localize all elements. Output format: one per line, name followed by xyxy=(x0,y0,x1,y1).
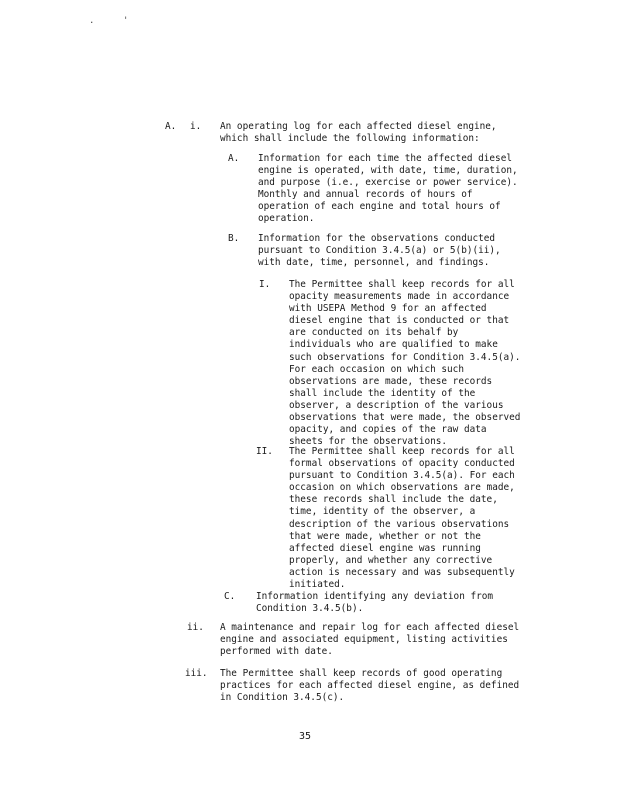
roman-ii-text: The Permittee shall keep records for all formal observations of opacity conducted pursuant to Condition 3.4.5(a). For each occasion on which observations are made, these records shall include the date, time, identity of the observer, a description of the various observations that were made, whether or not the affected diesel engine was running properly, and whether any corrective action is necessary and was subsequently initiated. xyxy=(289,446,515,591)
roman-i-text: The Permittee shall keep records for all opacity measurements made in accordance with USEPA Method 9 for an affected diesel engine that is conducted or that are conducted on its behalf by individuals who are qualified to make such observations for Condition 3.4.5(a). For each occasion on which such observations are made, these records shall include the identity of the observer, a description of the various observations that were made, the observed opacity, and copies of the raw data sheets for the observations. xyxy=(289,279,521,448)
roman-i-label: I. xyxy=(259,279,271,290)
page-number: 35 xyxy=(299,731,312,742)
item-iii-text: The Permittee shall keep records of good operating practices for each affected diesel engine, as defined in Condition 3.4.5(c). xyxy=(220,668,520,704)
sub-b-text: Information for the observations conducted pursuant to Condition 3.4.5(a) or 5(b)(ii), with date, time, personnel, and findings. xyxy=(258,233,501,269)
item-a-label: A. xyxy=(165,121,177,132)
item-i-label: i. xyxy=(190,121,202,132)
item-iii-label: iii. xyxy=(185,668,208,679)
sub-b-label: B. xyxy=(228,233,240,244)
sub-a-label: A. xyxy=(228,153,240,164)
sub-a-text: Information for each time the affected diesel engine is operated, with date, time, duration, and purpose (i.e., exercise or power service). Monthly and annual records of hours of operation of each engine and total hours of operation. xyxy=(258,153,518,225)
item-ii-text: A maintenance and repair log for each affected diesel engine and associated equipment, listing activities performed with date. xyxy=(220,622,520,658)
item-ii-label: ii. xyxy=(187,622,204,633)
sub-c-text: Information identifying any deviation from Condition 3.4.5(b). xyxy=(256,591,494,615)
roman-ii-label: II. xyxy=(256,446,273,457)
sub-c-label: C. xyxy=(224,591,236,602)
corner-mark-left: . xyxy=(89,16,95,26)
corner-mark-right: ' xyxy=(123,16,129,26)
item-i-text: An operating log for each affected diesel engine, which shall include the following information: xyxy=(220,121,497,145)
